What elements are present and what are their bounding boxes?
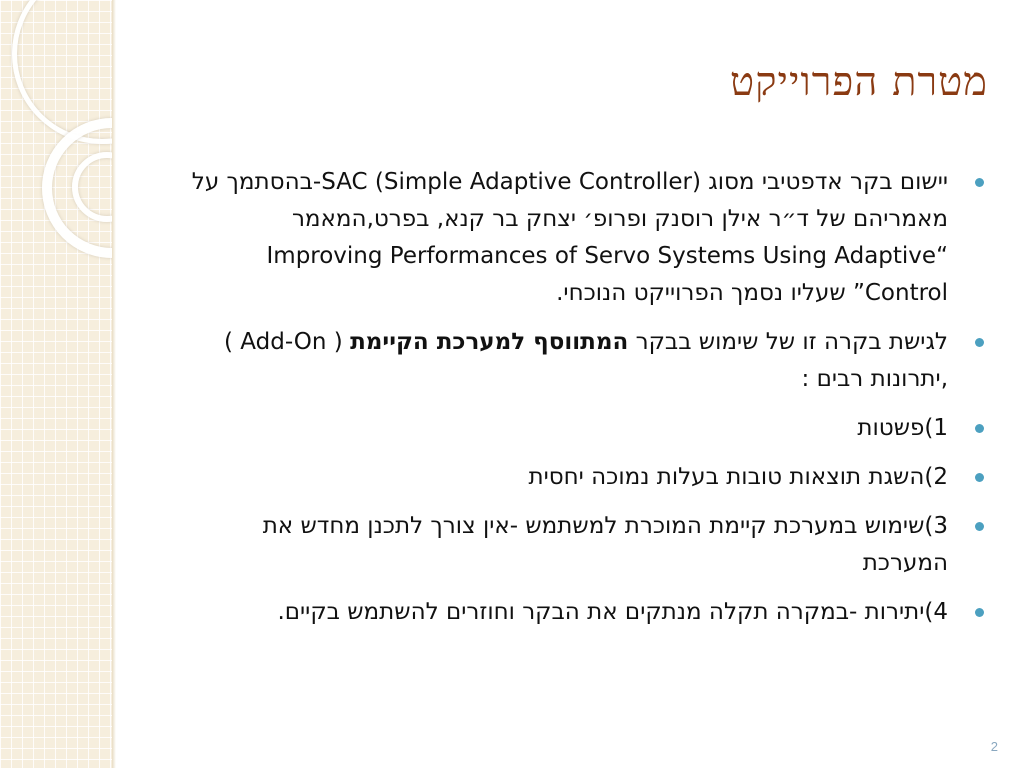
bullet-icon	[975, 608, 984, 617]
bullet-text: 4)יתירות -במקרה תקלה מנתקים את הבקר וחוזרים להשתמש בקיים.	[277, 599, 948, 625]
bullet-text: 1)פשטות	[857, 415, 948, 441]
bullet-icon	[975, 522, 984, 531]
bullet-item	[190, 594, 990, 631]
bullet-text: 2)השגת תוצאות טובות בעלות נמוכה יחסית	[528, 464, 948, 490]
bullet-text: ( Add-On ) ,יתרונות רבים :	[224, 329, 948, 392]
decorative-side-panel	[0, 0, 112, 768]
bullet-item	[190, 410, 990, 447]
side-panel-edge	[112, 0, 116, 768]
bullet-item	[190, 508, 990, 582]
bullet-text: 3)שימוש במערכת קיימת המוכרת למשתמש -אין צורך לתכנן מחדש את המערכת	[262, 513, 948, 576]
bullet-icon	[975, 338, 984, 347]
bullet-text: לגישת בקרה זו של שימוש בבקר	[628, 329, 948, 355]
bullet-text: יישום בקר אדפטיבי מסוג SAC (Simple Adaptive Controller)-בהסתמך על מאמריהם של ד״ר אילן רוסנק ופרופ׳ יצחק בר קנא, בפרט,המאמר “Improving Performances of Servo Systems Using Adaptive Control” שעליו נסמך הפרוייקט הנוכחי.	[191, 169, 948, 306]
slide-title: מטרת הפרוייקט	[729, 59, 988, 105]
bullet-item	[190, 164, 990, 312]
bullet-list	[190, 164, 990, 631]
bullet-icon	[975, 178, 984, 187]
bullet-icon	[975, 473, 984, 482]
bullet-item	[190, 459, 990, 496]
bullet-item	[190, 324, 990, 398]
slide-content	[190, 164, 990, 643]
page-number: 2	[990, 739, 998, 754]
bullet-emphasis: המתווסף למערכת הקיימת	[350, 329, 629, 355]
bullet-icon	[975, 424, 984, 433]
